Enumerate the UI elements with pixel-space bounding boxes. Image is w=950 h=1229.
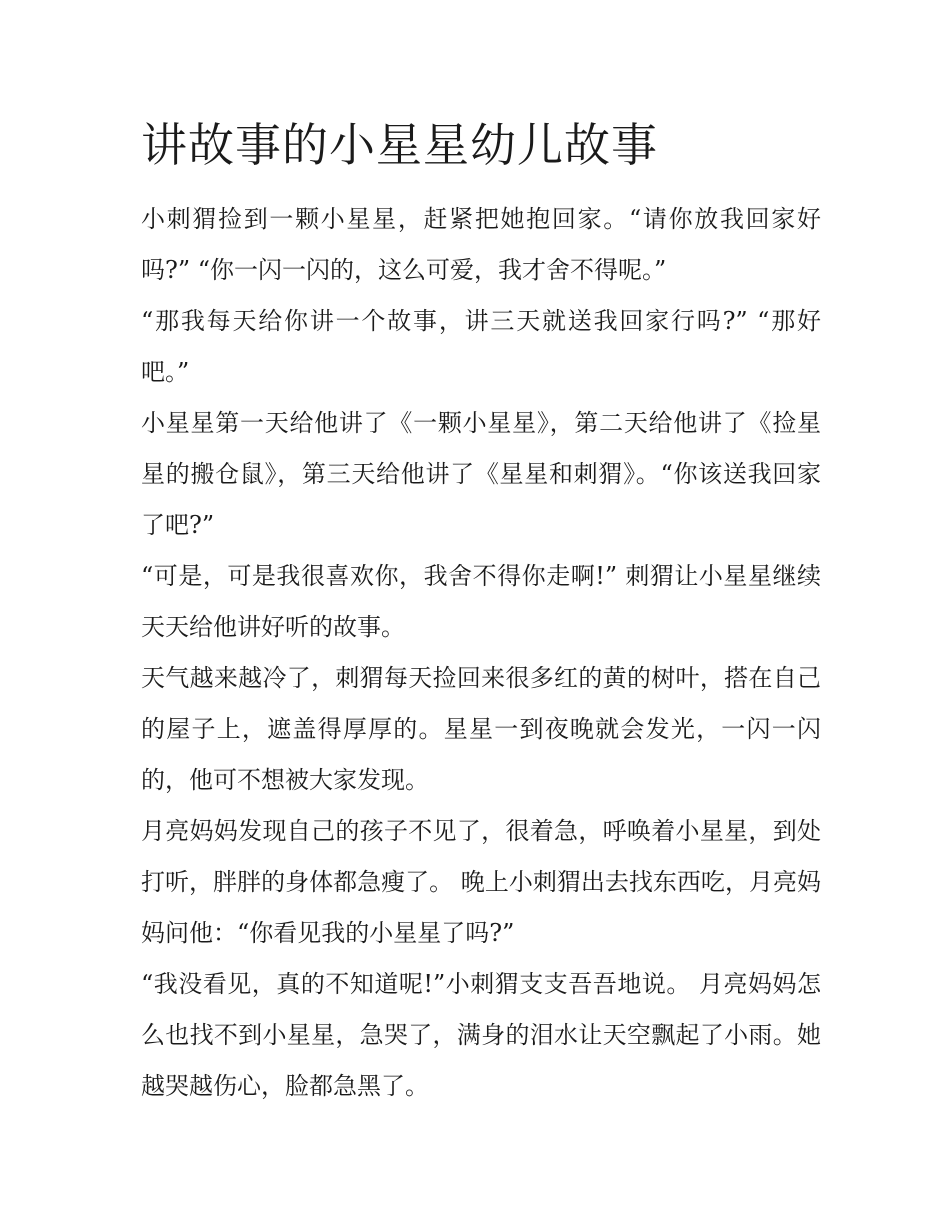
document-page <box>141 110 821 1112</box>
paragraph: “那我每天给你讲一个故事，讲三天就送我回家行吗?” “那好吧。” <box>141 307 821 386</box>
paragraph: “我没看见，真的不知道呢!”小刺猬支支吾吾地说。 月亮妈妈怎么也找不到小星星，急哭了，满身的泪水让天空飘起了小雨。她越哭越伤心，脸都急黑了。 <box>141 970 821 1100</box>
paragraph: 小刺猬捡到一颗小星星，赶紧把她抱回家。“请你放我回家好吗?” “你一闪一闪的，这么可爱，我才舍不得呢。” <box>141 205 821 284</box>
page-title: 讲故事的小星星幼儿故事 <box>141 118 658 172</box>
paragraph: 天气越来越冷了，刺猬每天捡回来很多红的黄的树叶，搭在自己的屋子上，遮盖得厚厚的。星星一到夜晚就会发光，一闪一闪的，他可不想被大家发现。 <box>141 664 821 794</box>
paragraph: 小星星第一天给他讲了《一颗小星星》，第二天给他讲了《捡星星的搬仓鼠》，第三天给他讲了《星星和刺猬》。“你该送我回家了吧?” <box>141 409 821 539</box>
paragraph: 月亮妈妈发现自己的孩子不见了，很着急，呼唤着小星星，到处打听，胖胖的身体都急瘦了。 晚上小刺猬出去找东西吃，月亮妈妈问他：“你看见我的小星星了吗?” <box>141 817 821 947</box>
paragraph: “可是，可是我很喜欢你，我舍不得你走啊!” 刺猬让小星星继续天天给他讲好听的故事。 <box>141 562 821 641</box>
